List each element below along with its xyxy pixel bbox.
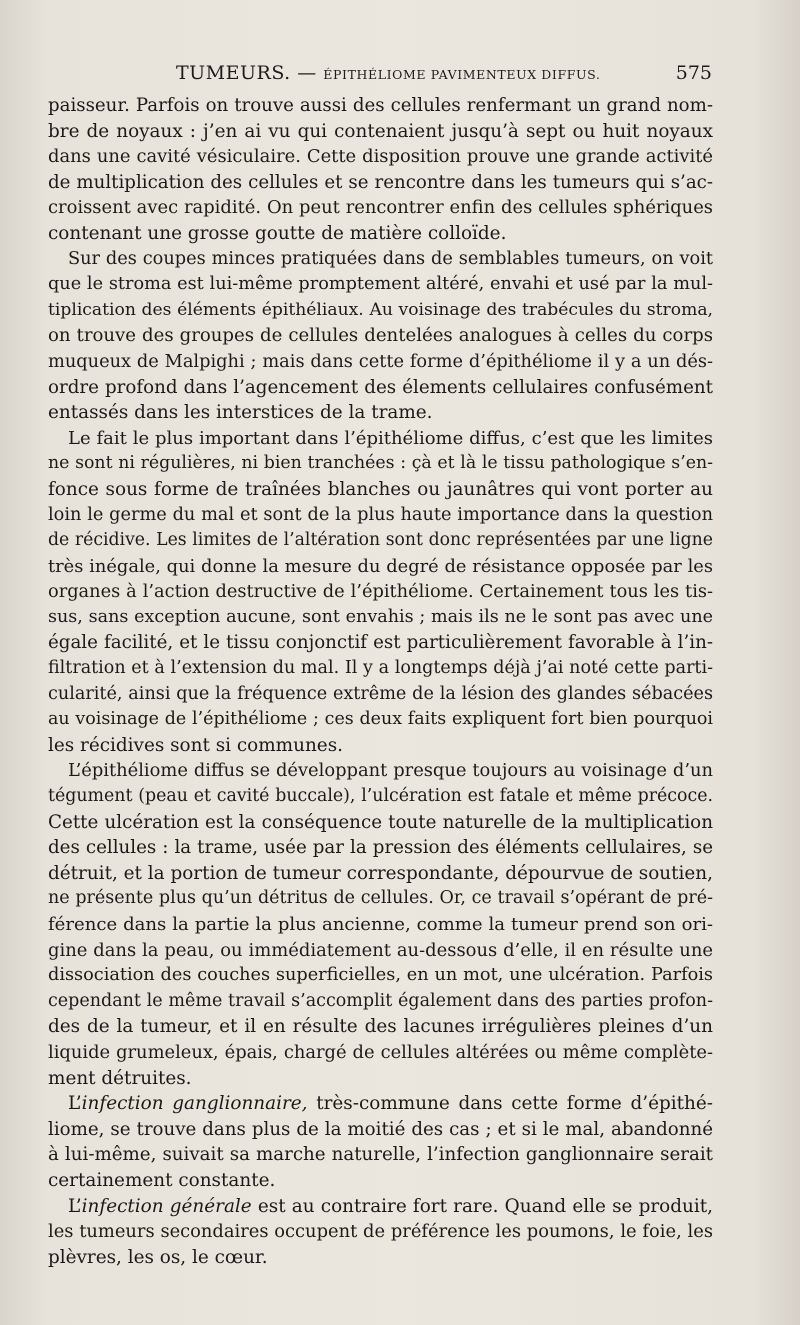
paragraph-start: Sur des coupes minces pratiquées dans de semblables tumeurs, on voit (68, 248, 713, 269)
text-line: à lui-même, suivait sa marche naturelle, l’infection ganglionnaire serait (48, 1144, 713, 1166)
text-line: contenant une grosse goutte de matière colloïde. (48, 222, 507, 244)
text-line: de récidive. Les limites de l’altération sont donc représentées par une ligne (48, 530, 713, 551)
paragraph-start: L’infection ganglionnaire, très-commune dans cette forme d’épithé- (68, 1093, 713, 1115)
text-line: Cette ulcération est la conséquence toute naturelle de la multiplication (48, 811, 713, 833)
running-header (48, 60, 712, 90)
text-line: certainement constante. (48, 1169, 276, 1191)
text-line: fonce sous forme de traînées blanches ou jaunâtres qui vont porter au (48, 478, 713, 500)
page-number: 575 (675, 62, 712, 84)
running-title (176, 62, 600, 84)
text-line: ne sont ni régulières, ni bien tranchées : çà et là le tissu pathologique s’en- (48, 453, 713, 474)
text-line: tiplication des éléments épithéliaux. Au voisinage des trabécules du stroma, (48, 299, 713, 320)
text-line: organes à l’action destructive de l’épithéliome. Certainement tous les tis- (48, 581, 713, 603)
text-line: des de la tumeur, et il en résulte des lacunes irrégulières pleines d’un (48, 1016, 713, 1038)
text-line: paisseur. Parfois on trouve aussi des cellules renfermant un grand nom- (48, 95, 713, 116)
running-title-main: TUMEURS. — (176, 62, 324, 84)
text-line: plèvres, les os, le cœur. (48, 1246, 268, 1268)
text-line: que le stroma est lui-même promptement altéré, envahi et usé par la mul- (48, 274, 713, 295)
text-line: liome, se trouve dans plus de la moitié des cas ; et si le mal, abandonné (48, 1118, 713, 1140)
paragraph-start: Le fait le plus important dans l’épithéliome diffus, c’est que les limites (68, 427, 713, 449)
text-line: cependant le même travail s’accomplit également dans des parties profon- (48, 990, 713, 1011)
italic-term: infection ganglionnaire, (81, 1093, 308, 1115)
text-line: très inégale, qui donne la mesure du degré de résistance opposée par les (48, 555, 713, 577)
text-line: égale facilité, et le tissu conjonctif est particulièrement favorable à l’in- (48, 632, 713, 654)
text-line: cularité, ainsi que la fréquence extrême de la lésion des glandes sébacées (48, 683, 713, 704)
italic-term: infection générale (81, 1195, 252, 1217)
text-line: liquide grumeleux, épais, chargé de cellules altérées ou même complète- (48, 1041, 713, 1063)
text-line: sus, sans exception aucune, sont envahis ; mais ils ne le sont pas avec une (48, 606, 713, 627)
text-line: ordre profond dans l’agencement des élements cellulaires confusément (48, 376, 713, 398)
text-line: tégument (peau et cavité buccale), l’ulcération est fatale et même précoce. (48, 786, 713, 807)
text-line: ne présente plus qu’un détritus de cellules. Or, ce travail s’opérant de pré- (48, 888, 713, 909)
text-line: férence dans la partie la plus ancienne, comme la tumeur prend son ori- (48, 914, 713, 935)
text-line: entassés dans les interstices de la trame. (48, 402, 433, 424)
text-line: muqueux de Malpighi ; mais dans cette forme d’épithéliome il y a un dés- (48, 350, 713, 372)
text-line: des cellules : la trame, usée par la pression des éléments cellulaires, se (48, 837, 713, 859)
text-line: on trouve des groupes de cellules dentelées analogues à celles du corps (48, 325, 713, 347)
paragraph-start: L’épithéliome diffus se développant presque toujours au voisinage d’un (68, 760, 713, 782)
text-line: dans une cavité vésiculaire. Cette disposition prouve une grande activité (48, 146, 713, 168)
text-line: gine dans la peau, ou immédiatement au-dessous d’elle, il en résulte une (48, 939, 713, 961)
running-title-sub: ÉPITHÉLIOME PAVIMENTEUX DIFFUS. (323, 67, 601, 82)
text-line: les récidives sont si communes. (48, 734, 343, 756)
text-line: loin le germe du mal et sont de la plus haute importance dans la question (48, 504, 713, 525)
text-line: dissociation des couches superficielles, en un mot, une ulcération. Parfois (48, 965, 713, 986)
body-text (48, 93, 713, 1270)
text-line: filtration et à l’extension du mal. Il y a longtemps déjà j’ai noté cette parti- (48, 658, 713, 679)
text-line: ment détruites. (48, 1067, 192, 1089)
text-line: au voisinage de l’épithéliome ; ces deux faits expliquent fort bien pourquoi (48, 709, 713, 730)
paragraph-start: L’infection générale est au contraire fort rare. Quand elle se produit, (68, 1195, 713, 1217)
text-line: détruit, et la portion de tumeur correspondante, dépourvue de soutien, (48, 862, 713, 884)
text-line: de multiplication des cellules et se rencontre dans les tumeurs qui s’ac- (48, 171, 713, 193)
text-line: les tumeurs secondaires occupent de préférence les poumons, le foie, les (48, 1221, 713, 1243)
text-line: croissent avec rapidité. On peut rencontrer enfin des cellules sphériques (48, 197, 713, 219)
text-line: bre de noyaux : j’en ai vu qui contenaient jusqu’à sept ou huit noyaux (48, 120, 713, 142)
